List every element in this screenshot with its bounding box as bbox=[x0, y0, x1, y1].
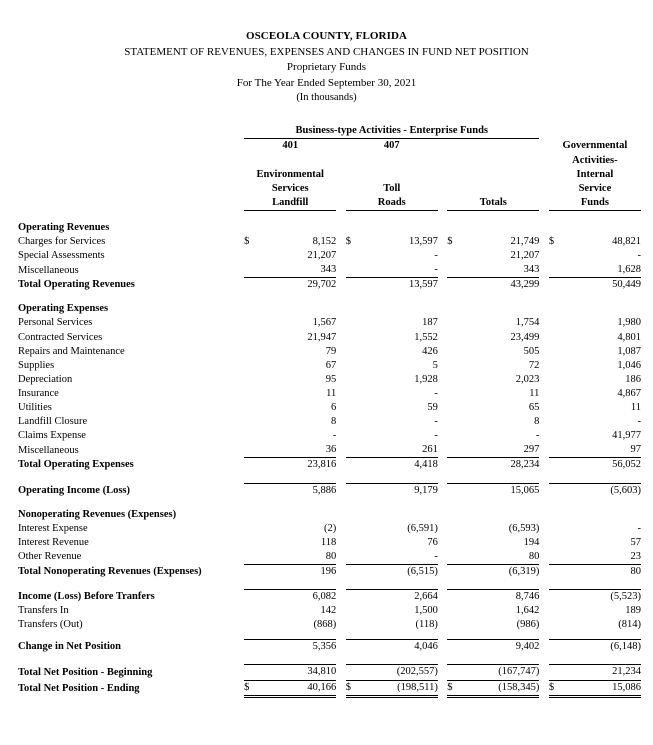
section-heading-row bbox=[18, 302, 641, 316]
table-row bbox=[18, 401, 641, 415]
total-value-col1: 196 bbox=[259, 564, 336, 579]
row-value-col4: 57 bbox=[630, 536, 641, 548]
fund-number-col2: 407 bbox=[383, 140, 400, 152]
row-value-col3: (6,593) bbox=[508, 522, 540, 534]
row-value-col1: (868) bbox=[313, 619, 337, 631]
row-value-col3: 297 bbox=[523, 444, 540, 456]
table-row bbox=[18, 387, 641, 401]
operating-income-col1: 5,886 bbox=[259, 483, 336, 498]
operating-income-label: Operating Income (Loss) bbox=[18, 484, 130, 496]
header-group-row bbox=[18, 124, 641, 139]
row-value-col4: 1,980 bbox=[617, 317, 641, 329]
row-value-col2: 5 bbox=[432, 359, 438, 371]
header-col1-line2: Services bbox=[271, 182, 309, 194]
row-value-col3: 21,207 bbox=[510, 250, 540, 262]
row-value-col4: 4,867 bbox=[617, 387, 641, 399]
net-position-beginning-col1: 34,810 bbox=[259, 665, 336, 680]
table-row bbox=[18, 550, 641, 565]
currency-symbol: $ bbox=[548, 236, 555, 247]
table-row bbox=[18, 618, 641, 632]
table-row bbox=[18, 359, 641, 373]
row-value-col4: 11 bbox=[630, 402, 641, 414]
row-value-col4: 4,801 bbox=[617, 331, 641, 343]
net-position-ending-row bbox=[18, 680, 641, 696]
row-value-col1: 80 bbox=[325, 550, 337, 562]
document-header bbox=[0, 0, 653, 106]
header-col2-line1 bbox=[346, 168, 438, 182]
net-position-ending-col3: (158,345) bbox=[462, 680, 539, 696]
net-position-beginning-col3: (167,747) bbox=[462, 665, 539, 680]
row-label: Transfers (Out) bbox=[18, 619, 83, 631]
operating-income-col2: 9,179 bbox=[360, 483, 437, 498]
row-value-col3: 343 bbox=[523, 264, 540, 276]
row-value-col1: 343 bbox=[320, 264, 337, 276]
total-row bbox=[18, 564, 641, 579]
operating-expenses-heading: Operating Expenses bbox=[18, 303, 109, 315]
row-value-col2: - bbox=[434, 264, 438, 276]
total-value-col3: (6,319) bbox=[462, 564, 539, 579]
row-label: Charges for Services bbox=[18, 236, 106, 247]
entity-name: OSCEOLA COUNTY, FLORIDA bbox=[245, 30, 408, 42]
operating-revenues-heading: Operating Revenues bbox=[18, 221, 110, 233]
header-col4-line1: Governmental bbox=[562, 140, 628, 152]
row-label: Interest Expense bbox=[18, 522, 88, 534]
row-value-col3: 23,499 bbox=[510, 331, 540, 343]
row-value-col2: 13,597 bbox=[408, 236, 438, 247]
statement-title: STATEMENT OF REVENUES, EXPENSES AND CHANGES IN FUND NET POSITION bbox=[124, 45, 529, 58]
header-col4-line5: Funds bbox=[549, 196, 641, 211]
net-position-ending-label: Total Net Position - Ending bbox=[18, 683, 140, 695]
row-value-col1: 67 bbox=[325, 359, 337, 371]
operating-income-col3: 15,065 bbox=[462, 483, 539, 498]
table-row bbox=[18, 522, 641, 536]
row-label: Special Assessments bbox=[18, 250, 105, 262]
row-label: Depreciation bbox=[18, 373, 73, 385]
row-value-col3: 505 bbox=[523, 345, 540, 357]
row-value-col4: 189 bbox=[625, 605, 641, 617]
operating-income-col4: (5,603) bbox=[563, 483, 641, 498]
row-value-col4: - bbox=[637, 416, 641, 428]
row-value-col4: 1,628 bbox=[617, 264, 641, 276]
units-note: (In thousands) bbox=[296, 92, 357, 104]
table-row bbox=[18, 536, 641, 550]
net-position-ending-col2: (198,511) bbox=[360, 680, 437, 696]
row-value-col1: 21,947 bbox=[307, 331, 337, 343]
fund-type: Proprietary Funds bbox=[286, 61, 367, 74]
row-value-col1: 36 bbox=[325, 444, 337, 456]
row-value-col4: 1,087 bbox=[617, 345, 641, 357]
row-value-col3: 21,749 bbox=[510, 236, 540, 247]
currency-symbol: $ bbox=[549, 680, 564, 696]
fund-number-col1: 401 bbox=[282, 140, 299, 152]
row-value-col4: 23 bbox=[630, 550, 641, 562]
row-value-col4: 48,821 bbox=[612, 236, 641, 247]
spacer bbox=[18, 654, 641, 665]
row-value-col2: 187 bbox=[422, 317, 438, 329]
operating-income-row bbox=[18, 483, 641, 498]
table-row bbox=[18, 373, 641, 387]
currency-symbol: $ bbox=[244, 236, 250, 247]
header-line3-row bbox=[18, 168, 641, 182]
table-row bbox=[18, 263, 641, 278]
table-row bbox=[18, 604, 641, 618]
income-before-transfers-row bbox=[18, 590, 641, 605]
row-label: Miscellaneous bbox=[18, 264, 79, 276]
total-value-col4: 50,449 bbox=[563, 278, 641, 293]
total-value-col1: 29,702 bbox=[259, 278, 336, 293]
row-value-col2: - bbox=[434, 416, 438, 428]
header-line4-row bbox=[18, 182, 641, 196]
row-label: Miscellaneous bbox=[18, 444, 79, 456]
change-in-net-position-col1: 5,356 bbox=[259, 640, 336, 655]
header-col3-line2 bbox=[447, 182, 539, 196]
row-value-col3: - bbox=[535, 430, 540, 442]
row-value-col3: 8 bbox=[534, 416, 540, 428]
total-label: Total Operating Expenses bbox=[18, 459, 134, 471]
income-before-transfers-col4: (5,523) bbox=[563, 590, 641, 605]
spacer bbox=[18, 473, 641, 484]
total-value-col4: 56,052 bbox=[563, 458, 641, 473]
row-value-col2: - bbox=[434, 430, 438, 442]
total-row bbox=[18, 278, 641, 293]
row-label: Insurance bbox=[18, 387, 59, 399]
row-value-col4: - bbox=[637, 250, 641, 262]
header-col1-line1: Environmental bbox=[256, 168, 324, 180]
net-position-ending-col4: 15,086 bbox=[563, 680, 641, 696]
row-label: Interest Revenue bbox=[18, 536, 89, 548]
row-label: Transfers In bbox=[18, 605, 69, 617]
header-col4-line2: Activities- bbox=[572, 154, 618, 166]
table-row bbox=[18, 235, 641, 249]
row-value-col1: 8 bbox=[331, 416, 337, 428]
net-position-beginning-row bbox=[18, 665, 641, 680]
currency-symbol: $ bbox=[447, 236, 453, 247]
header-line2-row bbox=[18, 154, 641, 168]
net-position-beginning-col2: (202,557) bbox=[360, 665, 437, 680]
total-value-col2: (6,515) bbox=[360, 564, 437, 579]
row-value-col3: 1,754 bbox=[515, 317, 540, 329]
row-label: Contracted Services bbox=[18, 331, 103, 343]
row-value-col4: 97 bbox=[630, 444, 641, 456]
row-value-col2: 1,552 bbox=[414, 331, 438, 343]
row-value-col2: - bbox=[434, 387, 438, 399]
header-col2-line2: Toll bbox=[383, 182, 401, 194]
nonoperating-heading: Nonoperating Revenues (Expenses) bbox=[18, 508, 177, 520]
row-label: Claims Expense bbox=[18, 430, 86, 442]
row-value-col2: 261 bbox=[422, 444, 438, 456]
row-value-col2: - bbox=[434, 250, 438, 262]
row-value-col2: - bbox=[434, 550, 438, 562]
row-value-col4: 41,977 bbox=[612, 430, 641, 442]
table-row bbox=[18, 443, 641, 458]
row-value-col2: (6,591) bbox=[407, 522, 438, 534]
row-value-col3: (986) bbox=[516, 619, 540, 631]
row-value-col1: 79 bbox=[325, 345, 337, 357]
table-row bbox=[18, 316, 641, 330]
row-label: Supplies bbox=[18, 359, 55, 371]
total-label: Total Operating Revenues bbox=[18, 279, 135, 291]
row-value-col1: 142 bbox=[320, 605, 337, 617]
row-value-col2: 76 bbox=[427, 536, 438, 548]
header-fund-numbers-row bbox=[18, 139, 641, 154]
income-before-transfers-label: Income (Loss) Before Tranfers bbox=[18, 591, 155, 603]
row-value-col2: 426 bbox=[422, 345, 438, 357]
currency-symbol: $ bbox=[345, 236, 351, 247]
row-value-col3: 80 bbox=[528, 550, 540, 562]
net-position-ending-col1: 40,166 bbox=[259, 680, 336, 696]
row-label: Personal Services bbox=[18, 317, 93, 329]
currency-symbol: $ bbox=[346, 680, 361, 696]
row-value-col3: 11 bbox=[529, 387, 540, 399]
table-row bbox=[18, 249, 641, 263]
table-row bbox=[18, 331, 641, 345]
total-value-col2: 4,418 bbox=[360, 458, 437, 473]
row-value-col2: (118) bbox=[415, 619, 438, 631]
table-row bbox=[18, 429, 641, 443]
header-col3-line1 bbox=[447, 168, 539, 182]
total-value-col4: 80 bbox=[563, 564, 641, 579]
row-value-col2: 1,928 bbox=[414, 373, 438, 385]
section-heading-row bbox=[18, 508, 641, 522]
table-row bbox=[18, 415, 641, 429]
row-value-col3: 65 bbox=[528, 402, 540, 414]
header-col4-line3: Internal bbox=[576, 168, 614, 180]
spacer bbox=[18, 579, 641, 590]
total-value-col3: 43,299 bbox=[462, 278, 539, 293]
net-position-beginning-col4: 21,234 bbox=[563, 665, 641, 680]
row-label: Other Revenue bbox=[18, 551, 82, 563]
row-value-col1: 118 bbox=[320, 536, 337, 548]
business-type-span-label: Business-type Activities - Enterprise Funds bbox=[244, 124, 539, 139]
row-label: Landfill Closure bbox=[18, 416, 88, 428]
row-value-col1: (2) bbox=[324, 522, 337, 534]
change-in-net-position-label: Change in Net Position bbox=[18, 641, 121, 653]
row-value-col4: - bbox=[637, 522, 641, 534]
row-label: Utilities bbox=[18, 402, 52, 414]
section-heading-row bbox=[18, 221, 641, 235]
financial-statement-table bbox=[18, 124, 641, 697]
row-value-col4: 1,046 bbox=[617, 359, 641, 371]
row-value-col4: 186 bbox=[625, 373, 641, 385]
row-value-col1: 95 bbox=[325, 373, 337, 385]
header-line5-row bbox=[18, 196, 641, 211]
change-in-net-position-col3: 9,402 bbox=[462, 640, 539, 655]
spacer bbox=[18, 498, 641, 508]
row-value-col3: 2,023 bbox=[515, 373, 540, 385]
currency-symbol: $ bbox=[244, 680, 259, 696]
change-in-net-position-col4: (6,148) bbox=[563, 640, 641, 655]
row-value-col1: 8,152 bbox=[312, 236, 337, 247]
reporting-period: For The Year Ended September 30, 2021 bbox=[236, 76, 417, 89]
header-col4-line4: Service bbox=[578, 182, 612, 194]
spacer bbox=[18, 210, 641, 221]
total-label: Total Nonoperating Revenues (Expenses) bbox=[18, 565, 202, 577]
spacer bbox=[18, 632, 641, 640]
row-label: Repairs and Maintenance bbox=[18, 345, 125, 357]
row-value-col2: 59 bbox=[427, 402, 438, 414]
net-position-beginning-label: Total Net Position - Beginning bbox=[18, 666, 153, 678]
income-before-transfers-col2: 2,664 bbox=[360, 590, 437, 605]
total-row bbox=[18, 458, 641, 473]
row-value-col1: 1,567 bbox=[312, 317, 337, 329]
currency-symbol: $ bbox=[447, 680, 462, 696]
header-col2-line3: Roads bbox=[346, 196, 438, 211]
total-value-col1: 23,816 bbox=[259, 458, 336, 473]
total-value-col3: 28,234 bbox=[462, 458, 539, 473]
income-before-transfers-col1: 6,082 bbox=[259, 590, 336, 605]
change-in-net-position-row bbox=[18, 640, 641, 655]
income-before-transfers-col3: 8,746 bbox=[462, 590, 539, 605]
table-row bbox=[18, 345, 641, 359]
total-value-col2: 13,597 bbox=[360, 278, 437, 293]
row-value-col3: 1,642 bbox=[515, 605, 540, 617]
row-value-col1: - bbox=[332, 430, 337, 442]
row-value-col1: 21,207 bbox=[307, 250, 337, 262]
change-in-net-position-col2: 4,046 bbox=[360, 640, 437, 655]
header-col1-line3: Landfill bbox=[244, 196, 336, 211]
row-value-col4: (814) bbox=[618, 619, 641, 631]
spacer bbox=[18, 292, 641, 302]
row-value-col2: 1,500 bbox=[414, 605, 438, 617]
row-value-col3: 194 bbox=[523, 536, 540, 548]
row-value-col3: 72 bbox=[528, 359, 540, 371]
row-value-col1: 6 bbox=[331, 402, 337, 414]
row-value-col1: 11 bbox=[326, 387, 337, 399]
header-col3-line3: Totals bbox=[447, 196, 539, 211]
